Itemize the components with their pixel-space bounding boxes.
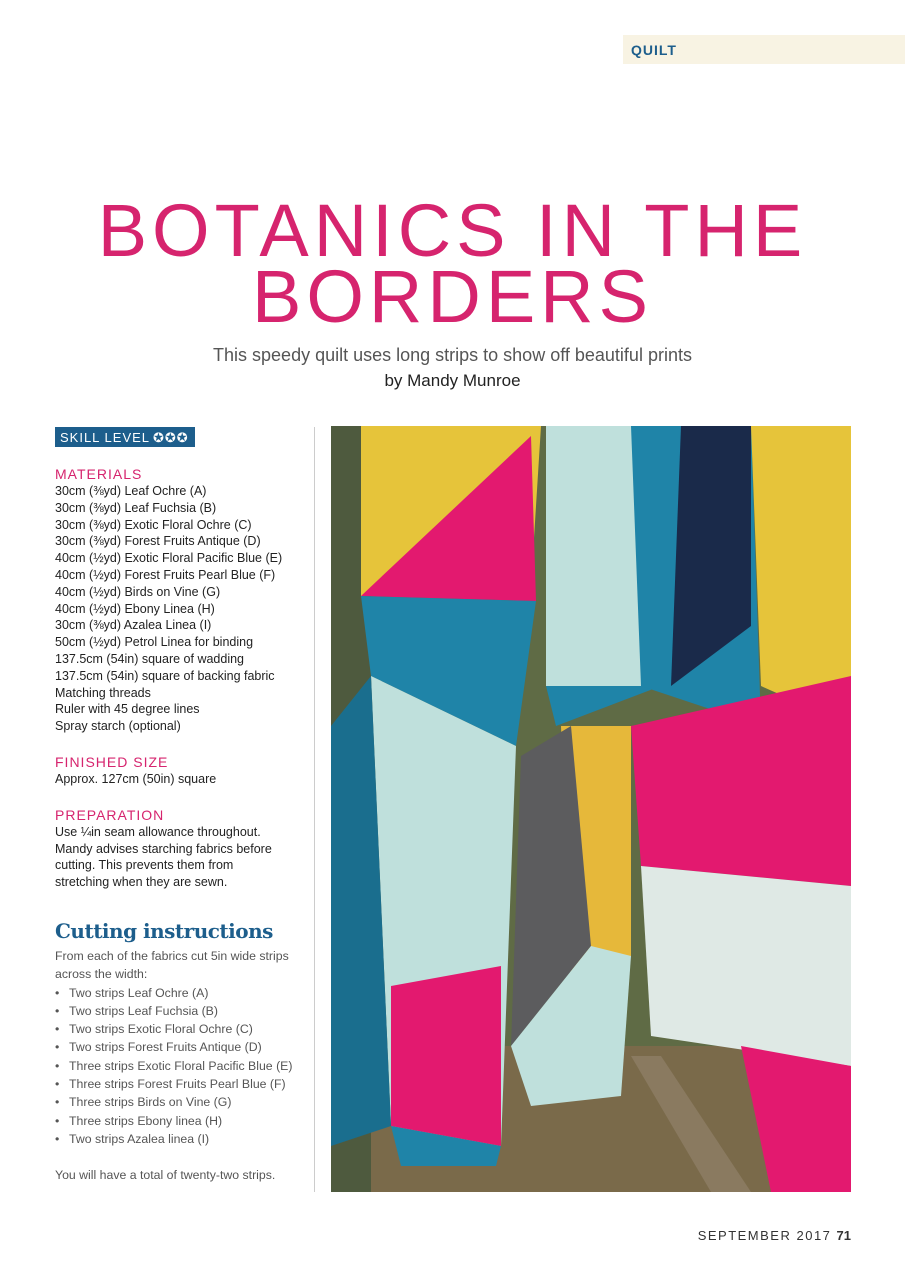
section-tag-label: QUILT (631, 42, 677, 58)
skill-level-badge (55, 427, 195, 447)
author: by Mandy Munroe (384, 371, 521, 390)
preparation-line: Mandy advises starching fabrics before (55, 841, 272, 856)
cutting-item: • Two strips Leaf Fuchsia (B) (55, 1002, 310, 1020)
cutting-item: • Two strips Forest Fruits Antique (D) (55, 1038, 310, 1056)
quilt-photo-image (331, 426, 851, 1192)
page-number: 71 (836, 1228, 851, 1243)
materials-item: 30cm (⅜yd) Exotic Floral Ochre (C) (55, 517, 252, 532)
cutting-intro-line: across the width: (55, 967, 148, 982)
skill-level-flower-icons: ✪✪✪ (153, 430, 189, 445)
column-divider (314, 427, 315, 1192)
page-footer (698, 1228, 851, 1243)
issue-date: SEPTEMBER 2017 (697, 1228, 832, 1243)
materials-item: 30cm (⅜yd) Azalea Linea (I) (55, 618, 212, 633)
materials-list (55, 483, 310, 735)
left-column (55, 427, 310, 1185)
materials-item: Ruler with 45 degree lines (55, 702, 200, 717)
preparation-text (55, 824, 310, 891)
cutting-summary: You will have a total of twenty-two strips. (55, 1168, 276, 1183)
materials-item: 137.5cm (54in) square of wadding (55, 651, 245, 666)
cutting-item: • Two strips Exotic Floral Ochre (C) (55, 1020, 310, 1038)
materials-item: 30cm (⅜yd) Forest Fruits Antique (D) (55, 534, 261, 549)
materials-item: 50cm (½yd) Petrol Linea for binding (55, 635, 254, 650)
subtitle: This speedy quilt uses long strips to show off beautiful prints (213, 345, 692, 365)
preparation-line: cutting. This prevents them from (55, 858, 234, 873)
materials-heading: MATERIALS (55, 466, 143, 482)
materials-item: Matching threads (55, 685, 151, 700)
materials-item: 137.5cm (54in) square of backing fabric (55, 668, 275, 683)
quilt-photo (331, 426, 851, 1192)
page-title-line1: BOTANICS IN THE (97, 189, 808, 272)
materials-item: 40cm (½yd) Ebony Linea (H) (55, 601, 215, 616)
cutting-heading: Cutting instructions (55, 918, 273, 943)
cutting-item: • Three strips Birds on Vine (G) (55, 1093, 310, 1111)
preparation-heading: PREPARATION (55, 806, 165, 823)
finished-size-text: Approx. 127cm (50in) square (55, 771, 217, 786)
cutting-body (55, 947, 310, 1185)
materials-item: 30cm (⅜yd) Leaf Fuchsia (B) (55, 500, 217, 515)
preparation-line: stretching when they are sewn. (55, 875, 228, 890)
materials-item: 40cm (½yd) Birds on Vine (G) (55, 584, 221, 599)
skill-level-label: SKILL LEVEL (60, 430, 151, 445)
cutting-item: • Three strips Forest Fruits Pearl Blue (F) (55, 1075, 310, 1093)
page-title-line2: BORDERS (252, 255, 653, 338)
cutting-item: • Two strips Leaf Ochre (A) (55, 984, 310, 1002)
materials-item: 40cm (½yd) Exotic Floral Pacific Blue (E) (55, 551, 283, 566)
preparation-line: Use ¼in seam allowance throughout. (55, 824, 261, 839)
materials-item: 40cm (½yd) Forest Fruits Pearl Blue (F) (55, 567, 276, 582)
materials-item: 30cm (⅜yd) Leaf Ochre (A) (55, 484, 207, 498)
cutting-intro-line: From each of the fabrics cut 5in wide strips (55, 948, 289, 963)
finished-size-heading: FINISHED SIZE (55, 753, 169, 770)
cutting-item: • Two strips Azalea linea (I) (55, 1130, 310, 1148)
cutting-item: • Three strips Ebony linea (H) (55, 1112, 310, 1130)
section-tag (623, 35, 905, 64)
materials-item: Spray starch (optional) (55, 719, 181, 734)
cutting-item: • Three strips Exotic Floral Pacific Blue (E) (55, 1057, 310, 1075)
